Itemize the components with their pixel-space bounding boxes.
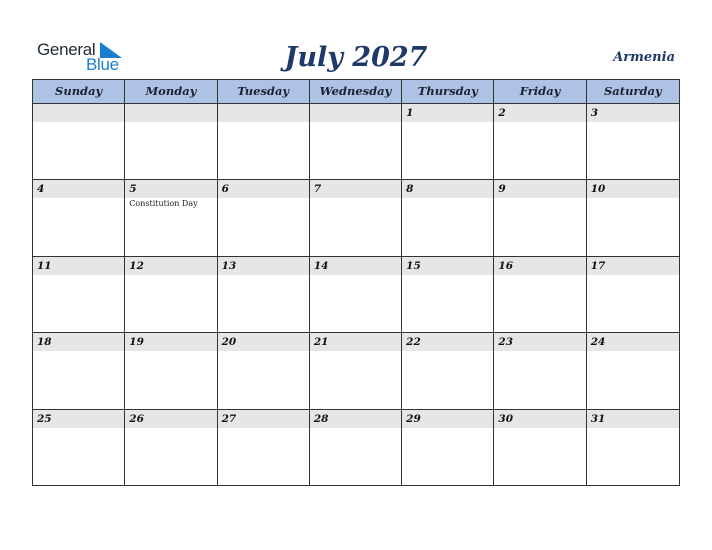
logo-word-blue: Blue [86,55,119,74]
weekday-header: Thursday [402,80,494,103]
holiday-label: Constitution Day [129,199,198,209]
weekday-header-row [33,80,679,104]
day-cell [587,257,679,332]
day-number: 25 [33,410,124,428]
day-number: 7 [310,180,401,198]
weekday-header: Wednesday [310,80,402,103]
day-cell [33,257,125,332]
weekday-header: Monday [125,80,217,103]
day-number: 1 [402,104,493,122]
day-cell [33,180,125,255]
day-cell [218,180,310,255]
day-number: 28 [310,410,401,428]
week-row [33,410,679,486]
day-number: 31 [587,410,679,428]
day-cell [494,180,586,255]
day-number: 21 [310,333,401,351]
day-cell [33,333,125,408]
day-cell [587,410,679,486]
day-cell [125,257,217,332]
day-number [310,104,401,122]
country-label: Armenia [613,50,675,65]
day-number: 23 [494,333,585,351]
day-number: 14 [310,257,401,275]
day-cell [494,333,586,408]
week-row [33,104,679,180]
day-number: 2 [494,104,585,122]
day-cell [33,410,125,486]
day-cell [310,257,402,332]
day-cell [125,333,217,408]
day-cell [494,410,586,486]
weeks-container [33,104,679,486]
weekday-header: Tuesday [218,80,310,103]
logo-word-general: General [37,40,96,59]
day-cell [310,410,402,486]
day-number: 22 [402,333,493,351]
day-number: 6 [218,180,309,198]
week-row [33,180,679,256]
day-number: 24 [587,333,679,351]
calendar-title: July 2027 [284,42,428,73]
day-number: 17 [587,257,679,275]
day-number: 4 [33,180,124,198]
weekday-header: Sunday [33,80,125,103]
day-cell [218,104,310,179]
day-cell [402,333,494,408]
day-number: 11 [33,257,124,275]
day-number: 16 [494,257,585,275]
day-cell [402,180,494,255]
day-number: 30 [494,410,585,428]
day-cell [402,410,494,486]
weekday-header: Saturday [604,84,662,98]
day-cell [125,180,217,255]
day-number [125,104,216,122]
day-number: 9 [494,180,585,198]
day-cell [587,180,679,255]
day-number: 18 [33,333,124,351]
day-number [218,104,309,122]
day-cell [125,410,217,486]
day-cell [587,104,679,179]
day-number: 29 [402,410,493,428]
week-row [33,257,679,333]
day-number: 5 [125,180,216,198]
day-cell [218,333,310,408]
week-row [33,333,679,409]
day-number [33,104,124,122]
day-number: 19 [125,333,216,351]
day-number: 3 [587,104,679,122]
weekday-header: Friday [494,80,586,103]
day-cell [402,104,494,179]
day-cell [218,410,310,486]
day-cell [310,333,402,408]
day-number: 8 [402,180,493,198]
day-number: 10 [587,180,679,198]
day-cell [494,104,586,179]
day-number: 20 [218,333,309,351]
day-cell [587,333,679,408]
day-cell [402,257,494,332]
day-number: 13 [218,257,309,275]
day-number: 15 [402,257,493,275]
day-cell [310,180,402,255]
day-cell [33,104,125,179]
day-cell [218,257,310,332]
day-cell [310,104,402,179]
day-cell [125,104,217,179]
day-number: 12 [125,257,216,275]
day-number: 26 [125,410,216,428]
day-number: 27 [218,410,309,428]
day-cell [494,257,586,332]
calendar-grid [32,79,680,486]
